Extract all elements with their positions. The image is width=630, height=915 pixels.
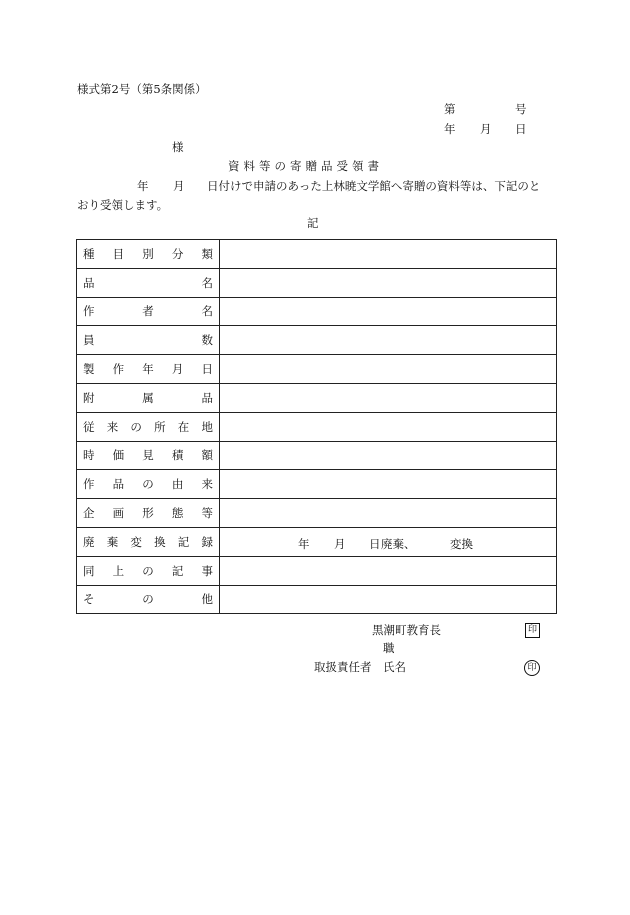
row-label-text	[83, 390, 213, 406]
label-char: 態	[171, 506, 184, 521]
label-char: 他	[201, 592, 213, 607]
table-row	[77, 527, 557, 556]
issuer-name: 黒潮町教育長	[372, 623, 441, 637]
label-char: 名	[201, 304, 213, 319]
table-row	[77, 297, 557, 326]
label-char: 廃	[83, 534, 95, 549]
date-year: 年	[444, 122, 456, 136]
document-number-suffix: 号	[515, 102, 527, 116]
label-char: 上	[112, 563, 125, 578]
label-char: 附	[83, 390, 95, 405]
date-month: 月	[480, 122, 492, 136]
label-char: 作	[112, 362, 125, 377]
table-row	[77, 240, 557, 269]
table-row	[77, 470, 557, 499]
label-char: の	[142, 477, 154, 492]
row-label-text	[83, 563, 213, 579]
table-row	[77, 326, 557, 355]
label-char: 等	[201, 506, 213, 521]
row-value[interactable]	[220, 412, 557, 441]
label-char: 画	[112, 506, 125, 521]
document-number-label: 第	[444, 102, 456, 116]
row-label	[77, 556, 220, 585]
label-char: 月	[171, 362, 184, 377]
row-value[interactable]	[220, 355, 557, 384]
label-char: 形	[142, 506, 154, 521]
row-label	[77, 297, 220, 326]
label-char: そ	[83, 592, 95, 607]
row-label	[77, 527, 220, 556]
label-char: 品	[83, 275, 95, 290]
disposal-year: 年	[298, 536, 310, 551]
table-row	[77, 383, 557, 412]
row-label	[77, 470, 220, 499]
label-char: 見	[142, 448, 154, 463]
disposal-henkan: 変換	[450, 536, 473, 551]
date-day: 日	[515, 122, 527, 136]
label-char: 製	[83, 362, 95, 377]
table-row	[77, 499, 557, 528]
items-table	[76, 239, 557, 614]
document-title: 資料等の寄贈品受領書	[228, 159, 383, 173]
label-char: 日	[201, 362, 213, 377]
row-label-text	[83, 303, 213, 319]
disposal-month: 月	[334, 536, 346, 551]
table-row	[77, 355, 557, 384]
row-label-text	[83, 361, 213, 377]
body-line-1	[137, 181, 557, 195]
label-char: 録	[201, 534, 213, 549]
row-value[interactable]	[220, 268, 557, 297]
row-value[interactable]	[220, 297, 557, 326]
label-char: 従	[83, 419, 95, 434]
row-value[interactable]	[220, 556, 557, 585]
position-label: 職	[383, 641, 395, 655]
row-label	[77, 268, 220, 297]
label-char: の	[142, 563, 154, 578]
label-char: 換	[154, 534, 166, 549]
disposal-haiki: 廃棄、	[381, 536, 416, 551]
label-char: 時	[83, 448, 95, 463]
row-label	[77, 412, 220, 441]
label-char: 作	[83, 304, 95, 319]
issuer-seal-icon: 印	[525, 623, 540, 638]
row-label	[77, 585, 220, 614]
table-row	[77, 585, 557, 614]
label-char: 品	[112, 477, 125, 492]
body-line-2: おり受領します。	[77, 198, 169, 212]
row-label	[77, 441, 220, 470]
form-number: 様式第2号（第5条関係）	[77, 82, 207, 96]
table-row	[77, 441, 557, 470]
label-char: 在	[177, 419, 190, 434]
label-char: 別	[142, 246, 154, 261]
label-char: 企	[83, 506, 95, 521]
row-label-text	[83, 591, 213, 607]
label-char: 目	[112, 246, 125, 261]
row-label	[77, 499, 220, 528]
table-row	[77, 556, 557, 585]
label-char: 類	[201, 246, 213, 261]
table-row	[77, 412, 557, 441]
label-char: 事	[201, 563, 213, 578]
row-value[interactable]	[220, 527, 557, 556]
label-char: 分	[171, 246, 184, 261]
row-label-text	[83, 419, 213, 435]
handler-seal-icon: 印	[524, 660, 540, 676]
row-label-text	[83, 275, 213, 291]
label-char: 額	[201, 448, 213, 463]
label-char: 来	[106, 419, 119, 434]
label-char: の	[130, 419, 142, 434]
label-char: 変	[130, 534, 142, 549]
row-value[interactable]	[220, 499, 557, 528]
row-label-text	[83, 332, 213, 348]
ki-heading: 記	[307, 216, 319, 230]
row-label	[77, 240, 220, 269]
label-char: 棄	[106, 534, 119, 549]
label-char: 品	[201, 390, 213, 405]
row-label-text	[83, 476, 213, 492]
label-char: 価	[112, 448, 125, 463]
label-char: 記	[171, 563, 184, 578]
label-char: 所	[154, 419, 166, 434]
body-text: 日付けで申請のあった上林暁文学館へ寄贈の資料等は、下記のと	[207, 179, 541, 193]
label-char: 同	[83, 563, 95, 578]
label-char: 由	[171, 477, 184, 492]
label-char: 名	[201, 275, 213, 290]
row-label-text	[83, 534, 213, 550]
label-char: 年	[142, 362, 154, 377]
row-label-text	[83, 447, 213, 463]
row-label	[77, 326, 220, 355]
label-char: 地	[201, 419, 213, 434]
label-char: 積	[171, 448, 184, 463]
label-char: の	[142, 592, 154, 607]
label-char: 員	[83, 333, 95, 348]
label-char: 来	[201, 477, 213, 492]
row-value[interactable]	[220, 383, 557, 412]
label-char: 種	[83, 246, 95, 261]
row-value[interactable]	[220, 240, 557, 269]
row-value[interactable]	[220, 441, 557, 470]
row-label	[77, 383, 220, 412]
disposal-day: 日	[369, 536, 381, 551]
handler-name-label: 取扱責任者 氏名	[314, 660, 406, 674]
label-char: 作	[83, 477, 95, 492]
row-value[interactable]	[220, 326, 557, 355]
row-label-text	[83, 246, 213, 262]
label-char: 記	[177, 534, 190, 549]
row-value[interactable]	[220, 470, 557, 499]
row-label-text	[83, 505, 213, 521]
body-year: 年	[137, 179, 149, 193]
label-char: 属	[142, 390, 154, 405]
body-month: 月	[173, 179, 185, 193]
label-char: 数	[201, 333, 213, 348]
addressee-suffix: 様	[172, 140, 184, 154]
table-row	[77, 268, 557, 297]
label-char: 者	[142, 304, 154, 319]
row-value[interactable]	[220, 585, 557, 614]
row-label	[77, 355, 220, 384]
